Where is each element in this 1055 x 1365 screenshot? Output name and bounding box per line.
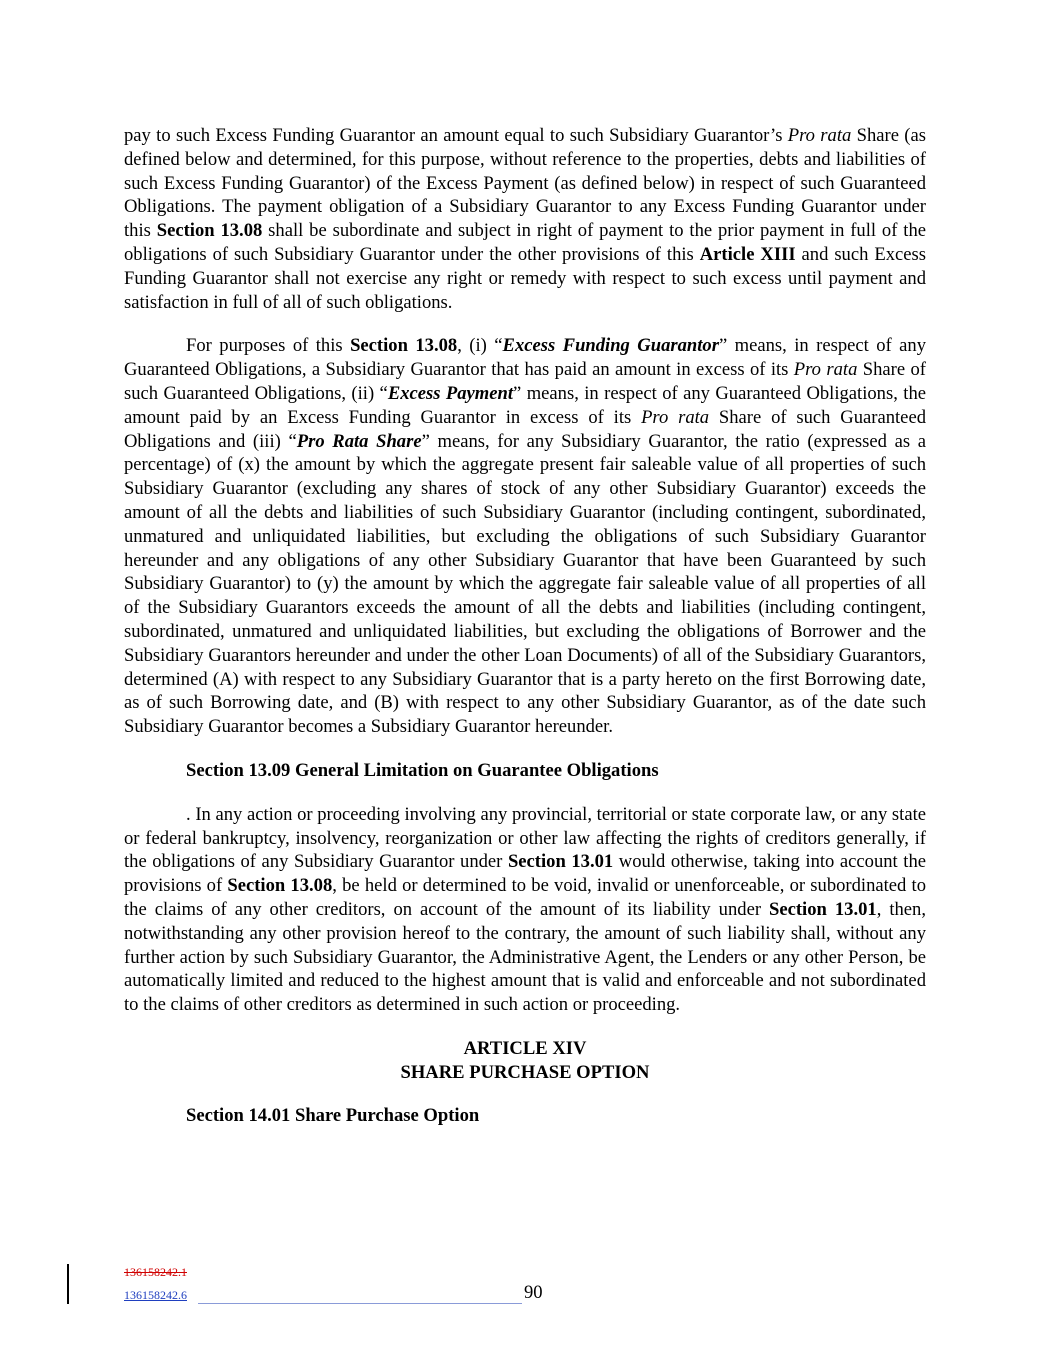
footer-underline: [198, 1303, 522, 1304]
paragraph-general-limitation: . In any action or proceeding involving any provincial, territorial or state corporate law, or any state or federal bankruptcy, insolvency, reorganization or other law affecting the rights of creditors generally, if the obligations of any Subsidiary Guarantor under Section 13.01 would otherwise, taking into account the provisions of Section 13.08, be held or determined to be void, invalid or unenforceable, or subordinated to the claims of any other creditors, on account of the amount of its liability under Section 13.01, then, notwithstanding any other provision hereof to the contrary, the amount of such liability shall, without any further action by such Subsidiary Guarantor, the Administrative Agent, the Lenders or any other Person, be automatically limited and reduced to the highest amount that is valid and enforceable and not subordinated to the claims of other creditors as determined in such action or proceeding.: [124, 803, 927, 1016]
paragraph-definitions: For purposes of this Section 13.08, (i) “Excess Funding Guarantor” means, in respect of any Guaranteed Obligations, a Subsidiary Guarantor that has paid an amount in excess of its Pro rata Share of such Guaranteed Obligations, (ii) “Excess Payment” means, in respect of any Guaranteed Obligations, the amount paid by an Excess Funding Guarantor in excess of its Pro rata Share of such Guaranteed Obligations and (iii) “Pro Rata Share” means, for any Subsidiary Guarantor, the ratio (expressed as a percentage) of (x) the amount by which the aggregate present fair saleable value of all properties of such Subsidiary Guarantor (excluding any shares of stock of any other Subsidiary Guarantor) exceeds the amount of all the debts and liabilities of such Subsidiary Guarantor (including contingent, subordinated, unmatured and unliquidated liabilities, but excluding the obligations of such Subsidiary Guarantor hereunder and any obligations of any other Subsidiary Guarantor that have been Guaranteed by such Subsidiary Guarantor) to (y) the amount by which the aggregate fair saleable value of all properties of all of the Subsidiary Guarantors exceeds the amount of all the debts and liabilities (including contingent, subordinated, unmatured and unliquidated liabilities, but excluding the obligations of Borrower and the Subsidiary Guarantors hereunder and under the other Loan Documents) of all of the Subsidiary Guarantors, determined (A) with respect to any Subsidiary Guarantor that is a party hereto on the first Borrowing date, as of such Borrowing date, and (B) with respect to any other Subsidiary Guarantor, as of the date such Subsidiary Guarantor becomes a Subsidiary Guarantor hereunder.: [124, 335, 927, 738]
deleted-doc-id: 136158242.1: [124, 1265, 187, 1279]
article-title: SHARE PURCHASE OPTION: [400, 1061, 650, 1083]
article-number: ARTICLE XIV: [463, 1037, 587, 1059]
article-xiv-heading: [124, 1037, 926, 1085]
footer-line: [124, 1282, 543, 1310]
paragraph-excess-funding-payment: pay to such Excess Funding Guarantor an amount equal to such Subsidiary Guarantor’s Pro rata Share (as defined below and determined, for this purpose, without reference to the properties, debts and liabilities of such Excess Funding Guarantor) of the Excess Payment (as defined below) in respect of such Guaranteed Obligations. The payment obligation of a Subsidiary Guarantor to any Excess Funding Guarantor under this Section 13.08 shall be subordinate and subject in right of payment to the prior payment in full of the obligations of such Subsidiary Guarantor under the other provisions of this Article XIII and such Excess Funding Guarantor shall not exercise any right or remedy with respect to such excess until payment and satisfaction in full of all of such obligations.: [124, 125, 927, 313]
inserted-doc-id: 136158242.6: [124, 1288, 187, 1302]
page-number: 90: [524, 1282, 543, 1303]
page-footer: [124, 1262, 543, 1310]
section-14-01-heading: Section 14.01 Share Purchase Option: [186, 1105, 480, 1127]
document-body: [124, 124, 926, 1148]
section-13-09-heading: Section 13.09 General Limitation on Guarantee Obligations: [186, 759, 659, 781]
change-bar: [67, 1264, 69, 1304]
